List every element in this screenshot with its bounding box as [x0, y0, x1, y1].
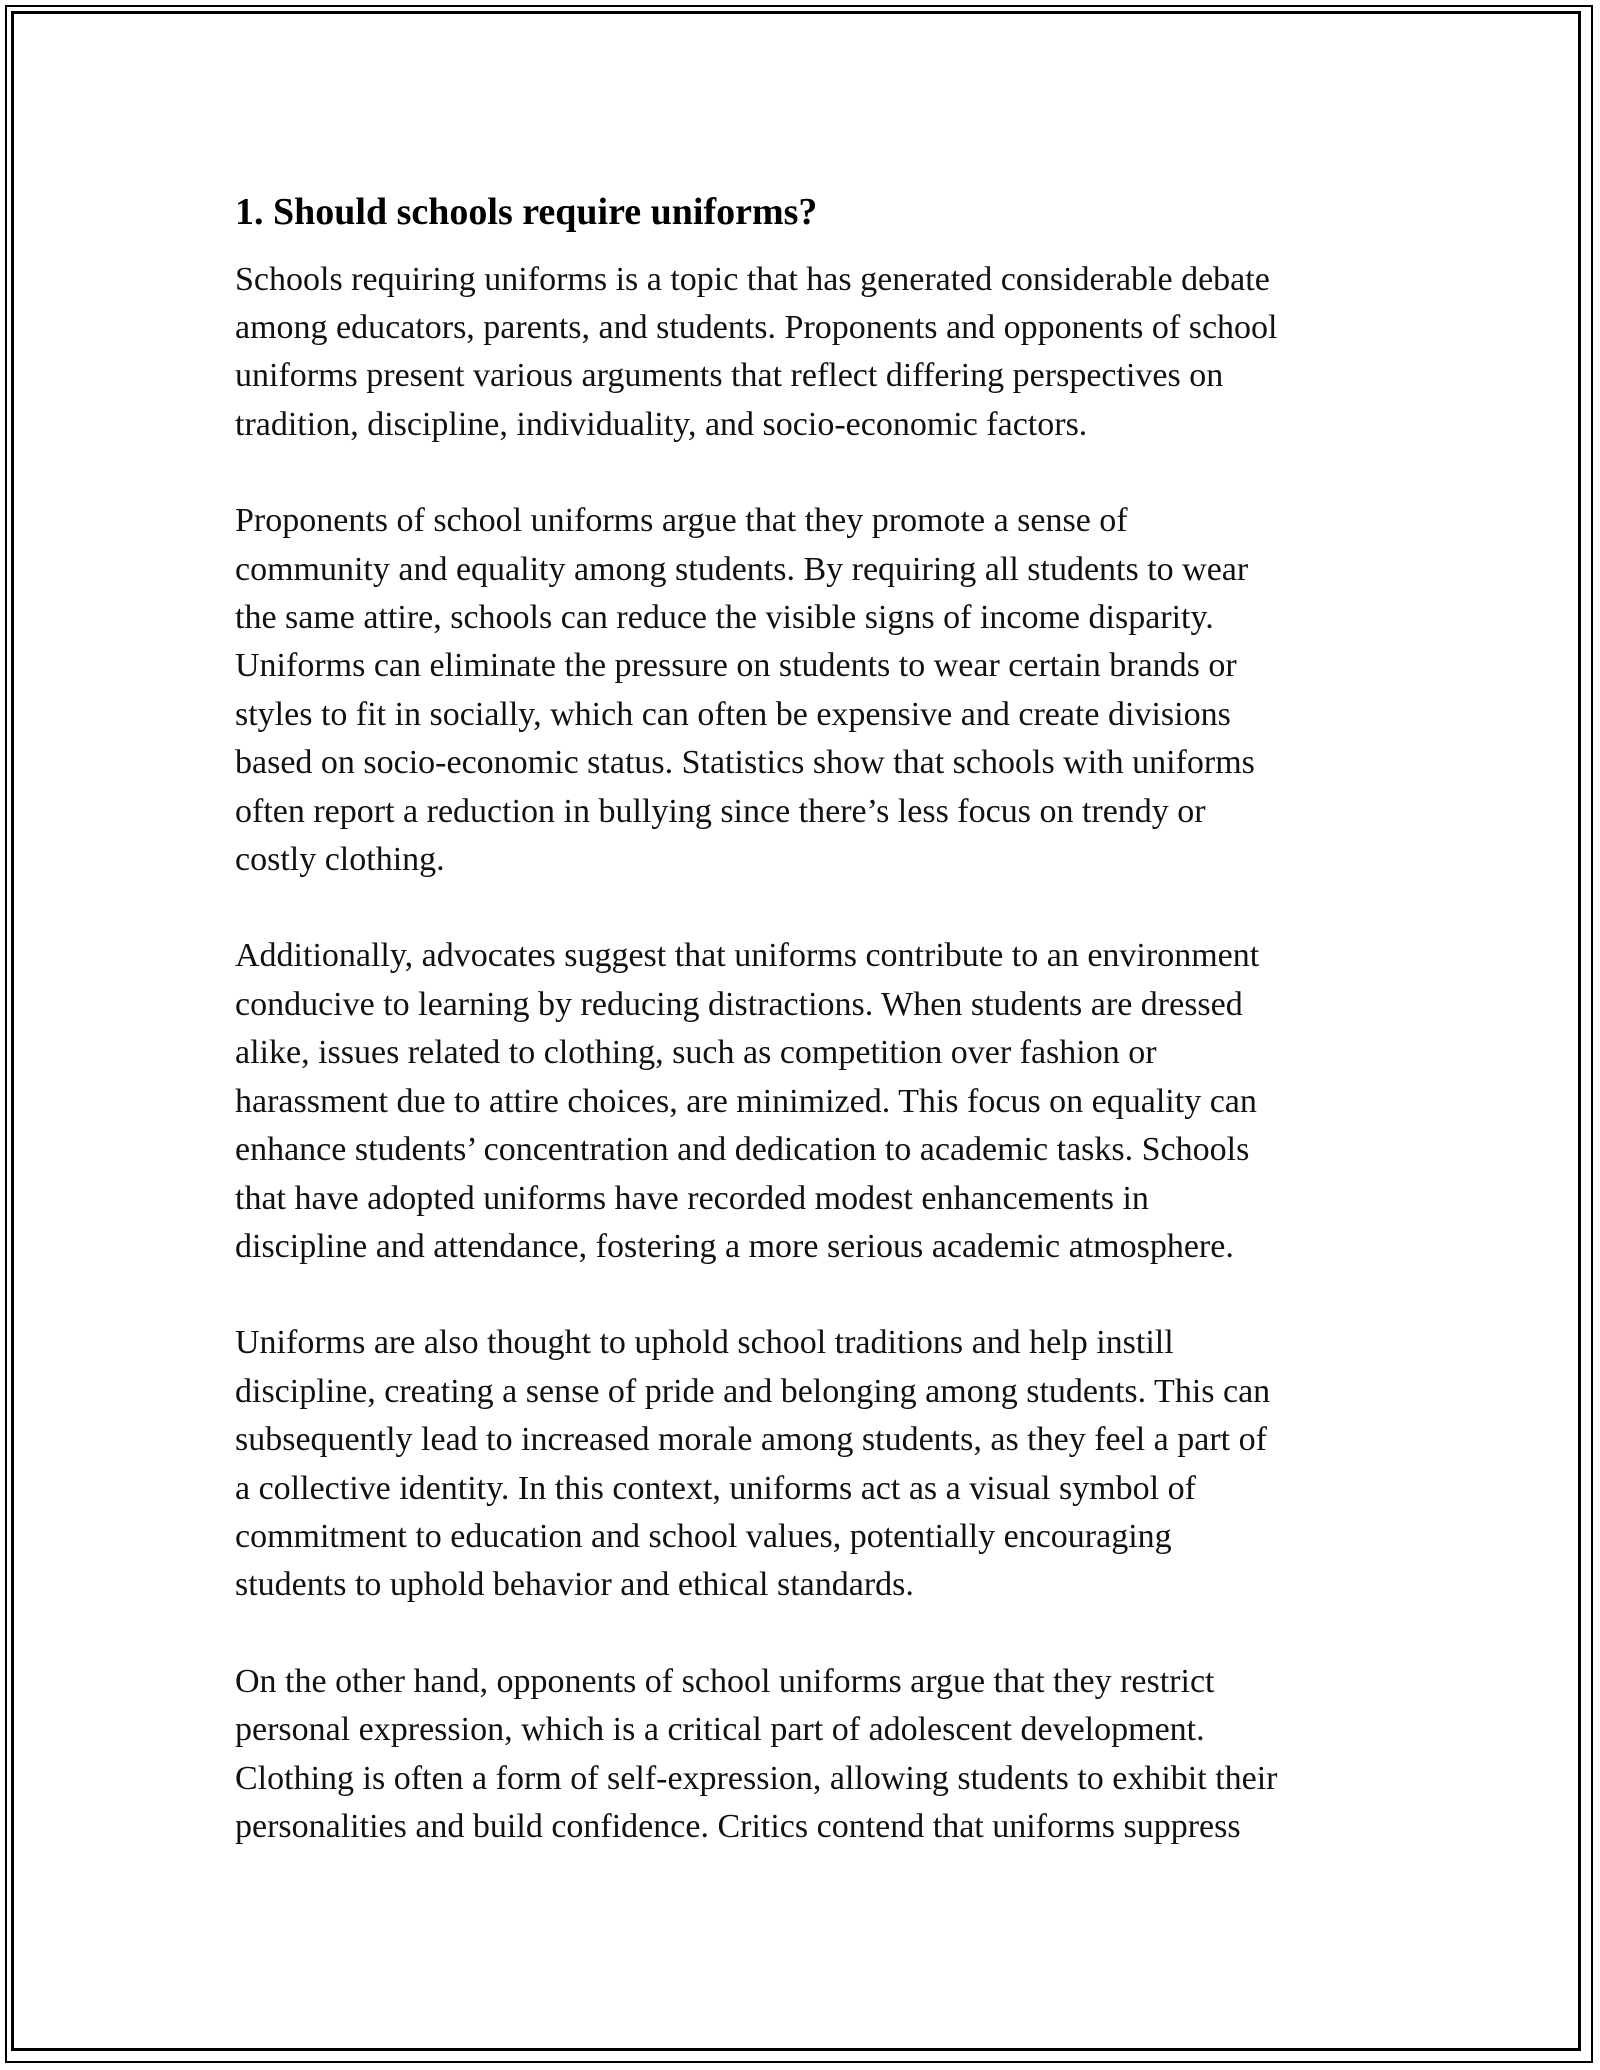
paragraph-advocates: Additionally, advocates suggest that uniforms contribute to an environment conducive to learning by reducing distractions. When students are dressed alike, issues related to clothing, such as competition over fashion or harassment due to attire choices, are minimized. This focus on equality can enhance students’ concentration and dedication to academic tasks. Schools that have adopted uniforms have recorded modest enhancements in discipline and attendance, fostering a more serious academic atmosphere.	[235, 937, 1260, 1265]
document-body	[235, 180, 1370, 1899]
paragraph-traditions: Uniforms are also thought to uphold school traditions and help instill discipline, creating a sense of pride and belonging among students. This can subsequently lead to increased morale among students, as they feel a part of a collective identity. In this context, uniforms act as a visual symbol of commitment to education and school values, potentially encouraging students to uphold behavior and ethical standards.	[235, 1324, 1271, 1604]
paragraph-intro: Schools requiring uniforms is a topic that has generated considerable debate among educators, parents, and students. Proponents and opponents of school uniforms present various arguments that reflect differing perspectives on tradition, discipline, individuality, and socio-economic factors.	[235, 260, 1278, 443]
section-heading: 1. Should schools require uniforms?	[235, 191, 818, 233]
paragraph-opponents: On the other hand, opponents of school uniforms argue that they restrict personal expression, which is a critical part of adolescent development. Clothing is often a form of self-expression, allowing students to exhibit their personalities and build confidence. Critics contend that uniforms suppress	[235, 1662, 1278, 1845]
paragraph-proponents: Proponents of school uniforms argue that they promote a sense of community and equality among students. By requiring all students to wear the same attire, schools can reduce the visible signs of income disparity. Uniforms can eliminate the pressure on students to wear certain brands or styles to fit in socially, which can often be expensive and create divisions based on socio-economic status. Statistics show that schools with uniforms often report a reduction in bullying since there’s less focus on trendy or costly clothing.	[235, 502, 1255, 879]
